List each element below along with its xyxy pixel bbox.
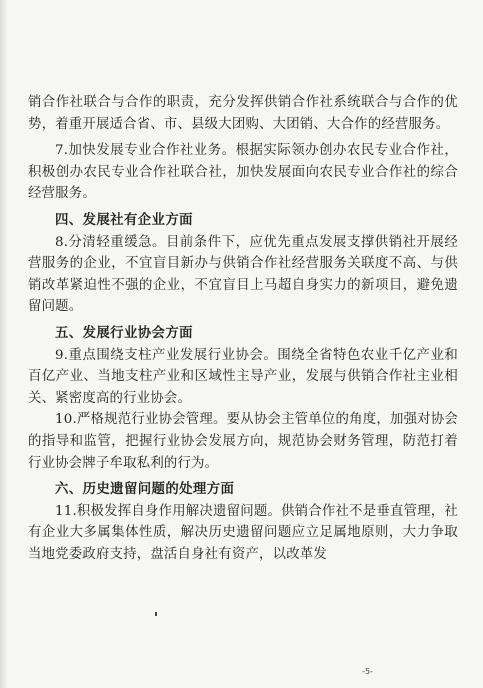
paragraph-item-8: 8.分清轻重缓急。目前条件下，应优先重点发展支撑供销社开展经营服务的企业，不宜盲目新办与供销合作社经营服务关联度不高、与供销改革紧迫性不强的企业，不宜盲目上马超自身实力的新项目，避免遗留问题。 xyxy=(28,234,458,315)
paragraph-item-10: 10.严格规范行业协会管理。要从协会主管单位的角度，加强对协会的指导和监管，把握行业协会发展方向，规范协会财务管理，防范打着行业协会牌子牟取私利的行为。 xyxy=(28,412,458,471)
document-body xyxy=(28,92,458,565)
ink-mark xyxy=(155,612,157,616)
section-heading-5: 五、发展行业协会方面 xyxy=(55,325,193,341)
paragraph-item-11: 11.积极发挥自身作用解决遗留问题。供销合作社不是垂直管理，社有企业大多属集体性质，解决历史遗留问题应立足属地原则，大力争取当地党委政府支持，盘活自身社有资产，以改革发 xyxy=(28,503,458,562)
section-heading-4: 四、发展社有企业方面 xyxy=(55,212,193,228)
page-number: -5- xyxy=(362,667,373,676)
paragraph-cooperation-duties: 销合作社联合与合作的职责，充分发挥供销合作社系统联合与合作的优势，着重开展适合省、市、县级大团购、大团销、大合作的经营服务。 xyxy=(28,95,458,132)
paragraph-item-9: 9.重点围绕支柱产业发展行业协会。围绕全省特色农业千亿产业和百亿产业、当地支柱产业和区域性主导产业，发展与供销合作社主业相关、紧密度高的行业协会。 xyxy=(28,347,458,406)
section-heading-6: 六、历史遗留问题的处理方面 xyxy=(55,482,235,498)
paragraph-item-7: 7.加快发展专业合作社业务。根据实际领办创办农民专业合作社，积极创办农民专业合作社联合社，加快发展面向农民专业合作社的综合经营服务。 xyxy=(28,143,458,202)
